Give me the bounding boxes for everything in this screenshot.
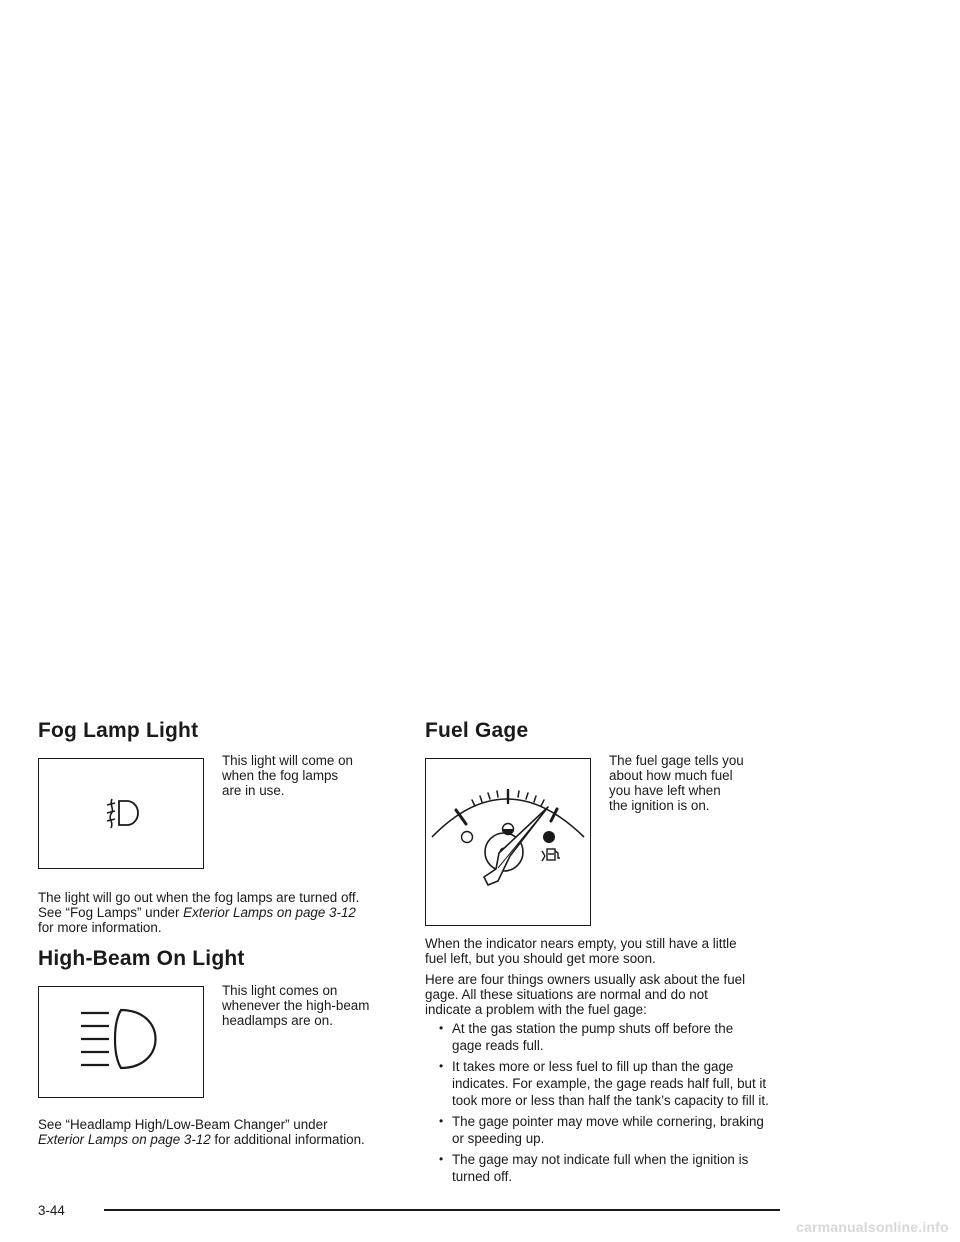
fuel-side-line-4: the ignition is on. bbox=[609, 798, 710, 813]
fuel-gage-icon bbox=[426, 759, 589, 924]
fog-lamp-body bbox=[38, 890, 398, 935]
list-item bbox=[425, 1020, 805, 1054]
bullet-4-line-2: turned off. bbox=[452, 1169, 513, 1184]
fog-lamp-icon bbox=[39, 759, 202, 867]
bullet-glyph: • bbox=[439, 1152, 444, 1166]
list-item bbox=[425, 1058, 805, 1109]
fuel-p2-line-3: indicate a problem with the fuel gage: bbox=[425, 1002, 647, 1017]
fog-side-line-3: are in use. bbox=[222, 783, 285, 798]
bullet-3-line-2: or speeding up. bbox=[452, 1131, 545, 1146]
fuel-para-2 bbox=[425, 972, 795, 1017]
fog-exterior-lamps-link[interactable]: Exterior Lamps on page 3-12 bbox=[183, 905, 356, 920]
high-beam-heading: High-Beam On Light bbox=[38, 947, 245, 970]
fuel-para-1 bbox=[425, 936, 795, 966]
fuel-gage-figure bbox=[425, 758, 591, 926]
bullet-2-line-1: It takes more or less fuel to fill up than the gage bbox=[452, 1059, 734, 1074]
hb-body-line-2 bbox=[38, 1132, 398, 1147]
fog-see-text: See “Fog Lamps” under bbox=[38, 905, 184, 920]
fog-lamp-heading: Fog Lamp Light bbox=[38, 719, 199, 742]
high-beam-icon bbox=[39, 987, 202, 1096]
bullet-3-line-1: The gage pointer may move while cornering, braking bbox=[452, 1114, 764, 1129]
fuel-p2-line-1: Here are four things owners usually ask about the fuel bbox=[425, 972, 746, 987]
list-item bbox=[425, 1113, 805, 1147]
bullet-2-line-3: took more or less than half the tank’s capacity to fill it. bbox=[452, 1093, 769, 1108]
watermark: carmanualsonline.info bbox=[796, 1219, 949, 1235]
fog-lamp-side-text bbox=[222, 753, 392, 798]
hb-additional-text: for additional information. bbox=[210, 1132, 365, 1147]
fog-body-line-3: for more information. bbox=[38, 920, 162, 935]
hb-body-line-1: See “Headlamp High/Low-Beam Changer” under bbox=[38, 1117, 328, 1132]
fog-lamp-light-figure bbox=[38, 758, 204, 869]
fog-side-line-2: when the fog lamps bbox=[222, 768, 339, 783]
footer-rule bbox=[104, 1209, 780, 1211]
hb-side-line-1: This light comes on bbox=[222, 983, 338, 998]
fuel-side-line-3: you have left when bbox=[609, 783, 721, 798]
hb-exterior-lamps-link[interactable]: Exterior Lamps on page 3-12 bbox=[38, 1132, 211, 1147]
hb-side-line-3: headlamps are on. bbox=[222, 1013, 333, 1028]
bullet-1-line-2: gage reads full. bbox=[452, 1038, 544, 1053]
fuel-gage-side-text bbox=[609, 753, 789, 813]
bullet-glyph: • bbox=[439, 1114, 444, 1128]
bullet-glyph: • bbox=[439, 1059, 444, 1073]
bullet-2-line-2: indicates. For example, the gage reads half full, but it bbox=[452, 1076, 767, 1091]
hb-side-line-2: whenever the high-beam bbox=[222, 998, 370, 1013]
fuel-p1-line-1: When the indicator nears empty, you still have a little bbox=[425, 936, 737, 951]
list-item bbox=[425, 1151, 805, 1185]
bullet-glyph: • bbox=[439, 1021, 444, 1035]
fuel-side-line-2: about how much fuel bbox=[609, 768, 733, 783]
fog-body-line-2 bbox=[38, 905, 398, 920]
page-number: 3-44 bbox=[38, 1203, 65, 1218]
fuel-bullet-list bbox=[425, 1020, 805, 1189]
fog-body-line-1: The light will go out when the fog lamps are turned off. bbox=[38, 890, 360, 905]
bullet-1-line-1: At the gas station the pump shuts off before the bbox=[452, 1021, 734, 1036]
high-beam-body bbox=[38, 1117, 398, 1147]
fuel-side-line-1: The fuel gage tells you bbox=[609, 753, 744, 768]
fuel-gage-heading: Fuel Gage bbox=[425, 719, 529, 742]
bullet-4-line-1: The gage may not indicate full when the ignition is bbox=[452, 1152, 749, 1167]
high-beam-side-text bbox=[222, 983, 392, 1028]
fuel-p1-line-2: fuel left, but you should get more soon. bbox=[425, 951, 656, 966]
fog-side-line-1: This light will come on bbox=[222, 753, 353, 768]
fuel-p2-line-2: gage. All these situations are normal and do not bbox=[425, 987, 708, 1002]
high-beam-light-figure bbox=[38, 986, 204, 1098]
